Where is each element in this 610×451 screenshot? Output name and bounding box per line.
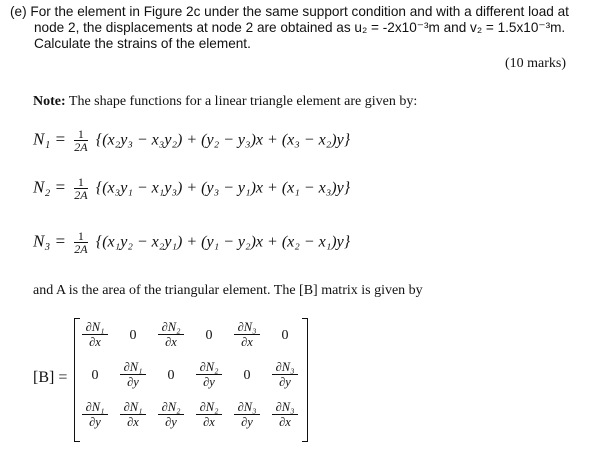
matrix-cell: ∂N₁ ∂x — [114, 400, 152, 429]
fraction-one-over-2a — [74, 128, 87, 153]
formula-n1-rhs: {(x₂y₃ − x₃y₂) + (y₂ − y₃)x + (x₃ − x₂)y} — [95, 131, 351, 149]
b-matrix — [74, 318, 308, 440]
matrix-cell: ∂N₂ ∂x — [190, 400, 228, 429]
fraction-one-over-2a — [74, 230, 87, 255]
formula-n2-rhs: {(x₃y₁ − x₁y₃) + (y₃ − y₁)x + (x₁ − x₃)y} — [95, 179, 351, 197]
fraction-numerator: 1 — [74, 128, 87, 141]
question-text — [10, 4, 600, 52]
matrix-cell: 0 — [91, 368, 99, 383]
formula-n3 — [33, 230, 350, 255]
note-text: The shape functions for a linear triangle element are given by: — [65, 94, 418, 109]
formula-n2 — [33, 176, 350, 201]
matrix-cell: 0 — [129, 328, 137, 343]
matrix-cell: ∂N₂ ∂y — [190, 360, 228, 389]
fraction-numerator: 1 — [74, 176, 87, 189]
fraction-denominator: 2A — [74, 188, 88, 202]
matrix-cell: ∂N₃ ∂y — [266, 360, 304, 389]
matrix-intro-paragraph: and A is the area of the triangular element. The [B] matrix is given by — [33, 283, 423, 298]
note-line — [33, 94, 417, 110]
formula-n3-rhs: {(x₁y₂ − x₂y₁) + (y₁ − y₂)x + (x₂ − x₁)y} — [95, 233, 351, 251]
matrix-cell: 0 — [243, 368, 251, 383]
matrix-cell: ∂N₂ ∂y — [152, 400, 190, 429]
formula-n2-lhs: N₂ = — [33, 177, 66, 197]
formula-n3-lhs: N₃ = — [33, 231, 66, 251]
matrix-cell: 0 — [205, 328, 213, 343]
matrix-cell: 0 — [167, 368, 175, 383]
question-line-2: node 2, the displacements at node 2 are obtained as u₂ = -2x10⁻³m and v₂ = 1.5x10⁻³m. — [34, 20, 566, 35]
matrix-cell: ∂N₃ ∂x — [228, 320, 266, 349]
matrix-cell: ∂N₁ ∂x — [76, 320, 114, 349]
fraction-numerator: 1 — [74, 230, 87, 243]
matrix-cell: ∂N₁ ∂y — [114, 360, 152, 389]
question-line-3: Calculate the strains of the element. — [34, 36, 251, 51]
marks-label: (10 marks) — [504, 56, 566, 71]
matrix-cell: ∂N₂ ∂x — [152, 320, 190, 349]
matrix-cell: ∂N₁ ∂y — [76, 400, 114, 429]
matrix-label: [B] = — [33, 369, 68, 386]
note-label: Note: — [33, 94, 66, 109]
fraction-denominator: 2A — [74, 140, 88, 154]
fraction-one-over-2a — [74, 176, 87, 201]
fraction-denominator: 2A — [74, 242, 88, 256]
formula-n1 — [33, 128, 350, 153]
formula-n1-lhs: N₁ = — [33, 129, 66, 149]
matrix-cell: ∂N₃ ∂y — [228, 400, 266, 429]
matrix-cell: 0 — [281, 328, 289, 343]
matrix-cell: ∂N₃ ∂x — [266, 400, 304, 429]
question-line-1: (e) For the element in Figure 2c under the same support condition and with a different load at — [10, 4, 569, 19]
